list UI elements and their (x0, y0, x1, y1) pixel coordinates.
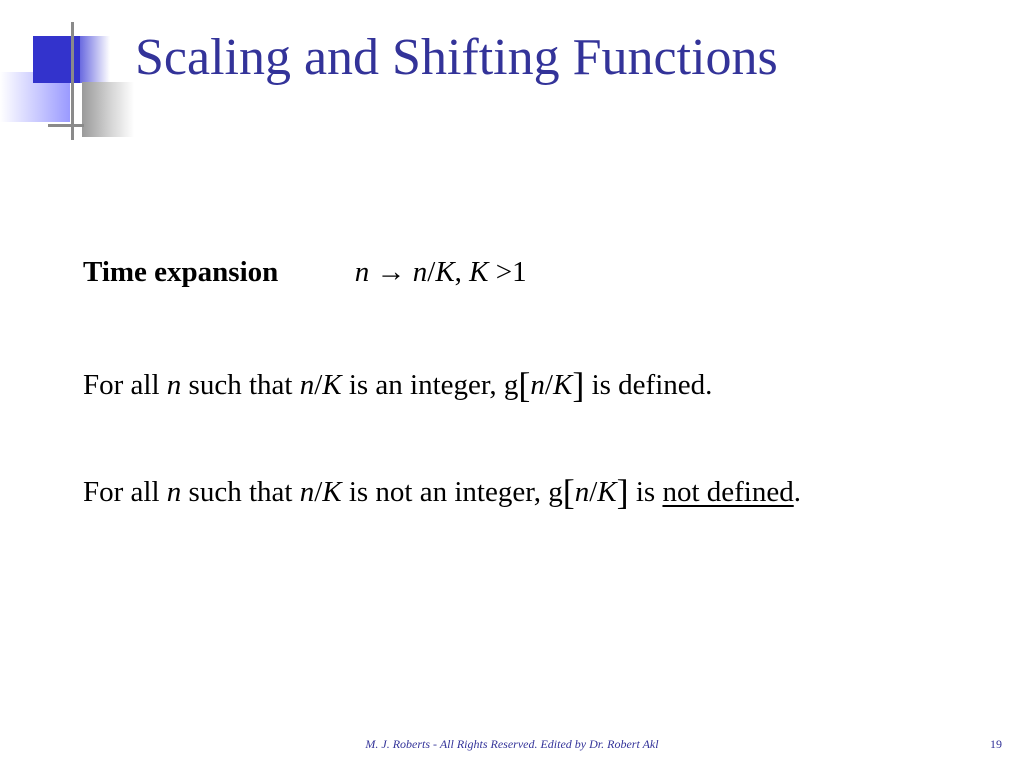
math-right-bracket: ] (616, 472, 629, 512)
math-n: n (166, 476, 182, 508)
slide-logo-decoration (0, 0, 140, 145)
math-k: K (552, 369, 573, 401)
math-left-bracket: [ (562, 472, 575, 512)
text-period: . (793, 476, 801, 508)
text-is: is (628, 476, 663, 508)
page-number: 19 (990, 737, 1002, 751)
math-n: n (354, 256, 370, 288)
math-n: n (412, 256, 428, 288)
non-integer-undefined-line (83, 471, 801, 513)
time-expansion-label: Time expansion (83, 256, 279, 288)
math-k: K (597, 476, 617, 508)
integer-defined-line (83, 364, 712, 406)
time-expansion-formula (355, 256, 527, 289)
math-k: K (435, 256, 455, 288)
math-right-bracket: ] (572, 365, 585, 405)
text-is-an-integer: is an integer, (341, 369, 504, 401)
text-for-all: For all (83, 369, 167, 401)
math-slash: / (314, 369, 323, 401)
time-expansion-line (83, 256, 527, 289)
math-left-bracket: [ (518, 365, 531, 405)
logo-horizontal-line (48, 124, 84, 127)
text-is-defined: is defined. (584, 369, 713, 401)
logo-vertical-line (71, 22, 74, 140)
text-not-defined-underlined: not defined (662, 476, 794, 508)
math-slash: / (589, 476, 598, 508)
text-for-all: For all (83, 476, 167, 508)
math-slash: / (544, 369, 553, 401)
math-n: n (166, 369, 182, 401)
math-one: 1 (512, 256, 527, 288)
math-arrow: → (376, 256, 406, 288)
math-n: n (299, 369, 315, 401)
slide-title: Scaling and Shifting Functions (135, 29, 778, 86)
text-such-that: such that (181, 369, 300, 401)
math-k: K (322, 476, 342, 508)
math-n: n (574, 476, 590, 508)
math-comma: , (454, 256, 462, 288)
math-greater-than: > (495, 256, 513, 288)
math-slash: / (314, 476, 323, 508)
math-g: g (548, 476, 563, 508)
math-g: g (503, 369, 519, 401)
math-n: n (299, 476, 315, 508)
math-k: K (469, 256, 489, 288)
logo-grey-square (82, 82, 134, 137)
logo-gradient-block (80, 36, 110, 83)
math-k: K (322, 369, 342, 401)
text-such-that: such that (181, 476, 300, 508)
slide-footer: M. J. Roberts - All Rights Reserved. Edited by Dr. Robert Akl (365, 737, 659, 751)
math-slash: / (427, 256, 436, 288)
math-n: n (530, 369, 545, 401)
text-is-not-an-integer: is not an integer, (341, 476, 549, 508)
